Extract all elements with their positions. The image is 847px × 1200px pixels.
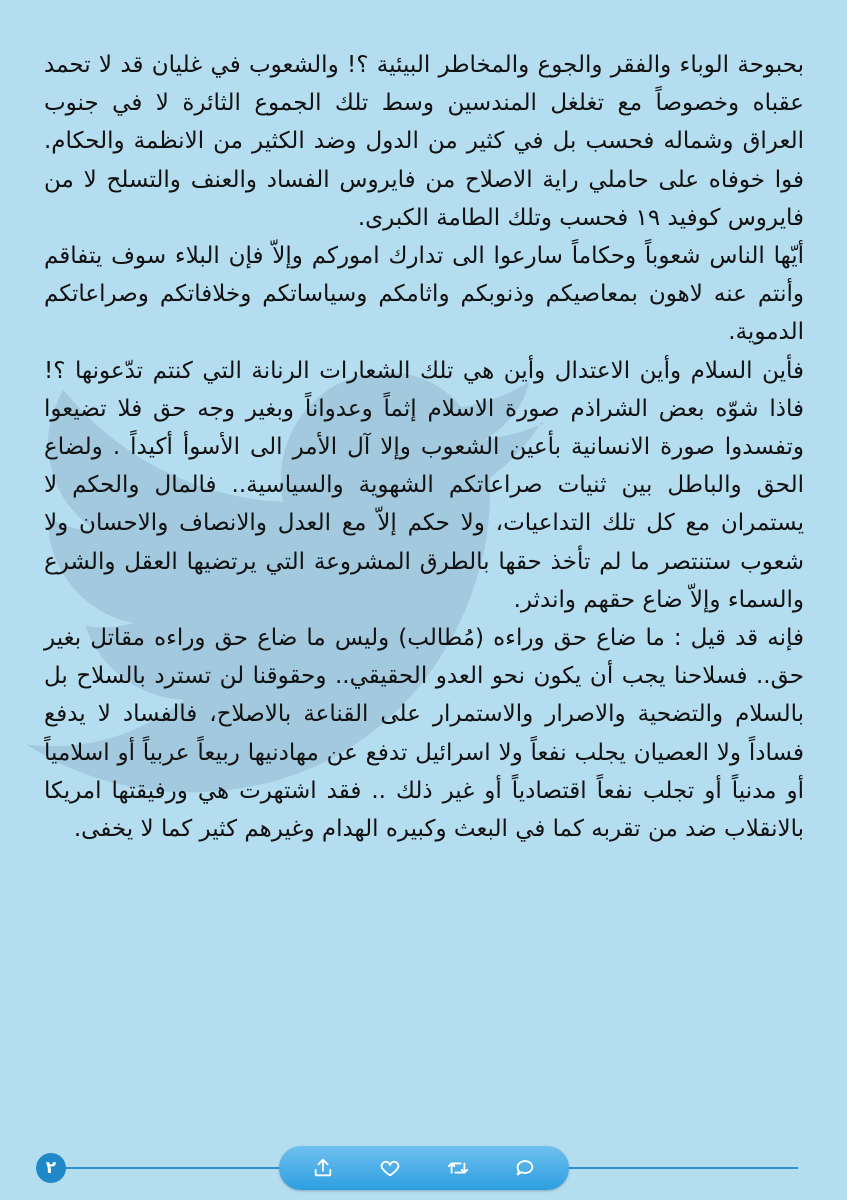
heart-icon bbox=[379, 1157, 401, 1179]
share-icon bbox=[312, 1157, 334, 1179]
tweet-action-bar bbox=[279, 1146, 569, 1190]
share-button[interactable] bbox=[303, 1148, 343, 1188]
retweet-button[interactable] bbox=[438, 1148, 478, 1188]
reply-button[interactable] bbox=[505, 1148, 545, 1188]
like-button[interactable] bbox=[370, 1148, 410, 1188]
article-paragraph-2: أيّها الناس شعوباً وحكاماً سارعوا الى تدارك اموركم وإلاّ فإن البلاء سوف يتفاقم وأنتم عنه لاهون بمعاصيكم وذنوبكم واثامكم وسياساتكم وخلافاتكم وصراعاتكم الدموية. bbox=[44, 243, 804, 346]
retweet-icon bbox=[447, 1157, 469, 1179]
reply-bubble-icon bbox=[514, 1157, 536, 1179]
article-paragraph-3: فأين السلام وأين الاعتدال وأين هي تلك الشعارات الرنانة التي كنتم تدّعونها ؟! فاذا شوّه بعض الشراذم صورة الاسلام إثماً وعدواناً وبغير وجه حق فلا تضيعوا وتفسدوا صورة الانسانية بأعين الشعوب وإلا آل الأمر الى الأسوأ أكيداً . ولضاع الحق والباطل بين ثنيات صراعاتكم الشهوية والسياسية.. فالمال والحكم لا يستمران مع كل تلك التداعيات، ولا حكم إلاّ مع العدل والانصاف والاحسان ولا شعوب ستنتصر ما لم تأخذ حقها بالطرق المشروعة التي يرتضيها العقل والشرع والسماء وإلاّ ضاع حقهم واندثر. bbox=[44, 357, 804, 613]
article-paragraph-1: بحبوحة الوباء والفقر والجوع والمخاطر البيئية ؟! والشعوب في غليان قد لا تحمد عقباه وخصوصاً مع تغلغل المندسين وسط تلك الجموع الثائرة لا في جنوب العراق وشماله فحسب بل في كثير من الدول وضد الكثير من الانظمة والحكام. فوا خوفاه على حاملي راية الاصلاح من فايروس الفساد والعنف والتسلح لا من فايروس كوفيد ١٩ فحسب وتلك الطامة الكبرى. bbox=[44, 52, 804, 231]
article-body bbox=[44, 46, 804, 848]
page-number-badge: ٢ bbox=[36, 1153, 66, 1183]
article-paragraph-4: فإنه قد قيل : ما ضاع حق وراءه (مُطالب) وليس ما ضاع حق وراءه مقاتل بغير حق.. فسلاحنا يجب أن يكون نحو العدو الحقيقي.. وحقوقنا لن تسترد بالسلاح بل بالسلام والتضحية والاصرار والاستمرار على القناعة بالاصلاح، فالفساد لا يدفع فساداً ولا العصيان يجلب نفعاً ولا اسرائيل تدفع عن مهادنيها ربيعاً عربياً أو اسلامياً أو مدنياً أو تجلب نفعاً اقتصادياً أو غير ذلك .. فقد اشتهرت هي ورفيقتها امريكا بالانقلاب ضد من تقربه كما في البعث وكبيره الهدام وغيرهم كثير كما لا يخفى. bbox=[44, 625, 804, 843]
